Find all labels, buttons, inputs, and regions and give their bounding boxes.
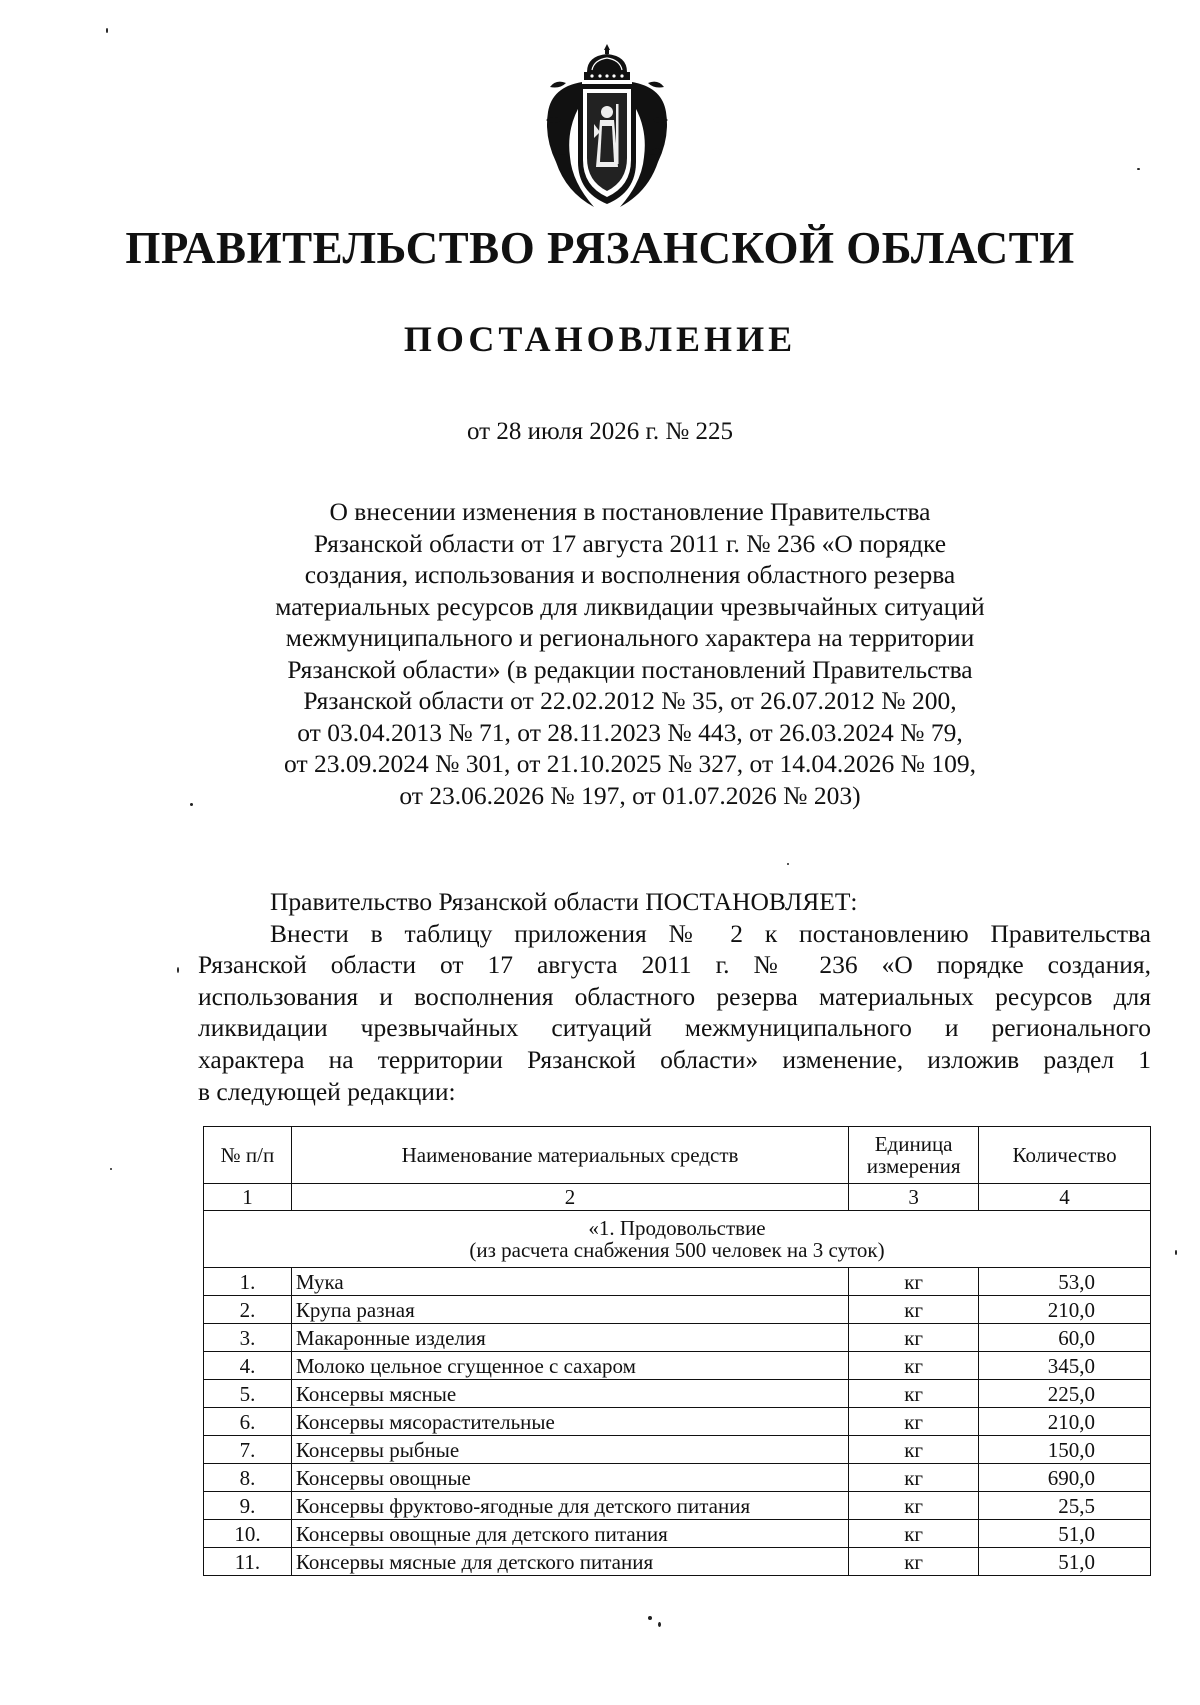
coat-of-arms-emblem — [542, 42, 672, 217]
table-row — [204, 1268, 1151, 1296]
body-line: Рязанской области от 17 августа 2011 г. № 236 «О порядке создания, — [198, 950, 1151, 980]
row-number: 3. — [204, 1324, 292, 1352]
row-quantity: 210,0 — [979, 1408, 1151, 1436]
header-quantity: Количество — [979, 1127, 1151, 1184]
table-row — [204, 1324, 1151, 1352]
subject-line: от 23.09.2024 № 301, от 21.10.2025 № 327, от 14.04.2026 № 109, — [284, 749, 976, 778]
resolution-body — [198, 886, 1151, 1107]
crown-icon — [584, 44, 630, 80]
header-unit: Единица измерения — [849, 1127, 979, 1184]
scan-speck — [1137, 168, 1140, 170]
row-unit: кг — [849, 1324, 979, 1352]
row-unit: кг — [849, 1352, 979, 1380]
document-type-heading: ПОСТАНОВЛЕНИЕ — [403, 319, 797, 359]
body-line: в следующей редакции: — [198, 1076, 456, 1106]
row-number: 5. — [204, 1380, 292, 1408]
table-row — [204, 1380, 1151, 1408]
scan-speck — [110, 1168, 112, 1170]
table-row — [204, 1296, 1151, 1324]
subject-line: О внесении изменения в постановление Правительства — [329, 497, 931, 526]
row-quantity: 690,0 — [979, 1464, 1151, 1492]
column-number: 2 — [291, 1184, 848, 1211]
row-quantity: 53,0 — [979, 1268, 1151, 1296]
subject-line: от 23.06.2026 № 197, от 01.07.2026 № 203) — [399, 780, 861, 810]
row-quantity: 150,0 — [979, 1436, 1151, 1464]
row-unit: кг — [849, 1380, 979, 1408]
document-subject — [270, 496, 990, 811]
row-quantity: 51,0 — [979, 1520, 1151, 1548]
row-name: Консервы фруктово-ягодные для детского питания — [291, 1492, 848, 1520]
subject-line: от 03.04.2013 № 71, от 28.11.2023 № 443, от 26.03.2024 № 79, — [297, 717, 963, 747]
scan-speck — [1175, 1250, 1177, 1255]
subject-line: межмуниципального и регионального характера на территории — [285, 623, 975, 652]
table-row — [204, 1492, 1151, 1520]
body-line: использования и восполнения областного резерва материальных ресурсов для — [198, 981, 1151, 1011]
row-number: 11. — [204, 1548, 292, 1576]
row-number: 7. — [204, 1436, 292, 1464]
subject-line: Рязанской области от 17 августа 2011 г. № 236 «О порядке — [313, 528, 947, 558]
section-row — [204, 1211, 1151, 1268]
shield-icon — [578, 84, 636, 204]
scan-speck — [106, 28, 108, 33]
subject-line: материальных ресурсов для ликвидации чрезвычайных ситуаций — [275, 591, 985, 621]
table-header-row — [204, 1127, 1151, 1184]
subject-line: Рязанской области» (в редакции постановлений Правительства — [287, 654, 973, 684]
row-unit: кг — [849, 1408, 979, 1436]
column-number: 3 — [849, 1184, 979, 1211]
body-line: ликвидации чрезвычайных ситуаций межмуниципального и регионального — [198, 1013, 1151, 1043]
row-quantity: 345,0 — [979, 1352, 1151, 1380]
row-number: 10. — [204, 1520, 292, 1548]
row-name: Мука — [291, 1268, 848, 1296]
row-quantity: 60,0 — [979, 1324, 1151, 1352]
row-name: Консервы овощные — [291, 1464, 848, 1492]
row-name: Молоко цельное сгущенное с сахаром — [291, 1352, 848, 1380]
row-quantity: 225,0 — [979, 1380, 1151, 1408]
document-date-number: от 28 июля 2026 г. № 225 — [466, 418, 734, 445]
table-body — [204, 1268, 1151, 1576]
row-number: 4. — [204, 1352, 292, 1380]
government-title: ПРАВИТЕЛЬСТВО РЯЗАНСКОЙ ОБЛАСТИ — [125, 223, 1075, 273]
scan-speck — [787, 863, 789, 865]
row-unit: кг — [849, 1268, 979, 1296]
scan-speck — [648, 1616, 652, 1620]
row-name: Консервы мясорастительные — [291, 1408, 848, 1436]
row-quantity: 51,0 — [979, 1548, 1151, 1576]
row-name: Консервы овощные для детского питания — [291, 1520, 848, 1548]
row-number: 6. — [204, 1408, 292, 1436]
resolution-preamble: Правительство Рязанской области ПОСТАНОВЛЯЕТ: — [270, 887, 858, 916]
table-row — [204, 1408, 1151, 1436]
row-unit: кг — [849, 1436, 979, 1464]
row-number: 1. — [204, 1268, 292, 1296]
row-name: Консервы мясные — [291, 1380, 848, 1408]
column-number: 4 — [979, 1184, 1151, 1211]
body-line: Внести в таблицу приложения № 2 к постановлению Правительства — [270, 918, 1151, 948]
header-name: Наименование материальных средств — [291, 1127, 848, 1184]
body-line: характера на территории Рязанской области» изменение, изложив раздел 1 — [198, 1044, 1151, 1074]
row-unit: кг — [849, 1520, 979, 1548]
table-row — [204, 1352, 1151, 1380]
row-quantity: 25,5 — [979, 1492, 1151, 1520]
table-row — [204, 1436, 1151, 1464]
row-unit: кг — [849, 1492, 979, 1520]
row-name: Макаронные изделия — [291, 1324, 848, 1352]
row-name: Консервы рыбные — [291, 1436, 848, 1464]
column-number: 1 — [204, 1184, 292, 1211]
section-heading — [204, 1211, 1151, 1268]
row-name: Консервы мясные для детского питания — [291, 1548, 848, 1576]
row-number: 9. — [204, 1492, 292, 1520]
subject-line: Рязанской области от 22.02.2012 № 35, от 26.07.2012 № 200, — [303, 686, 957, 715]
section-title: «1. Продовольствие — [588, 1216, 766, 1240]
row-quantity: 210,0 — [979, 1296, 1151, 1324]
row-number: 8. — [204, 1464, 292, 1492]
table-row — [204, 1520, 1151, 1548]
row-unit: кг — [849, 1548, 979, 1576]
header-number: № п/п — [204, 1127, 292, 1184]
subject-line: создания, использования и восполнения областного резерва — [304, 560, 956, 589]
row-unit: кг — [849, 1296, 979, 1324]
material-resources-table — [203, 1126, 1151, 1576]
column-numbers-row — [204, 1184, 1151, 1211]
row-number: 2. — [204, 1296, 292, 1324]
scan-speck — [658, 1622, 661, 1627]
row-name: Крупа разная — [291, 1296, 848, 1324]
table-row — [204, 1464, 1151, 1492]
scan-speck — [177, 967, 179, 973]
table-row — [204, 1548, 1151, 1576]
row-unit: кг — [849, 1464, 979, 1492]
section-note: (из расчета снабжения 500 человек на 3 суток) — [469, 1238, 885, 1262]
scan-speck — [190, 803, 193, 806]
